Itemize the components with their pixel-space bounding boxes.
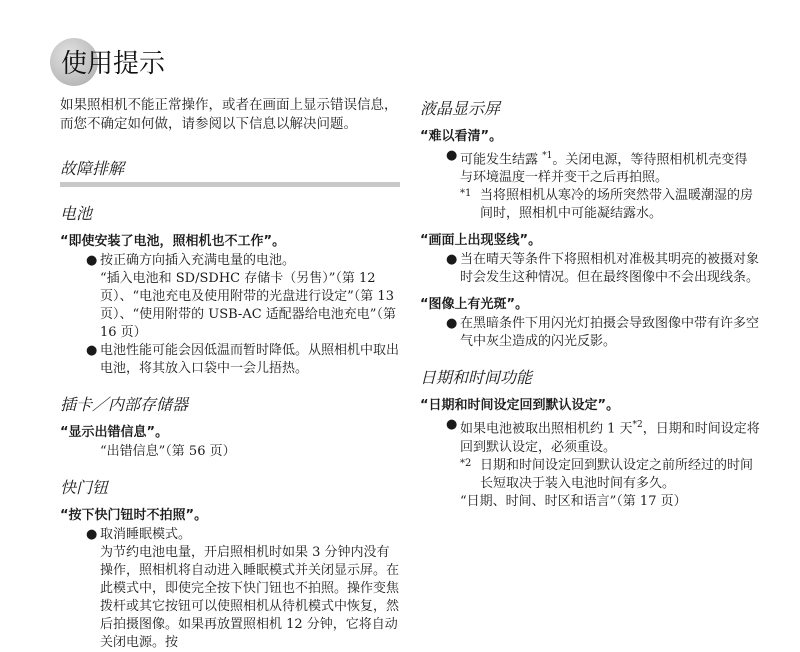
- datetime-bullet: [420, 416, 760, 456]
- shutter-bullet-1: [60, 526, 400, 544]
- battery-bullet-1: [60, 252, 400, 270]
- lcd-q3-bullet: [420, 315, 760, 351]
- lcd-q3-bullet-text: 在黑暗条件下用闪光灯拍摄会导致图像中带有许多空气中灰尘造成的闪光反影。: [460, 316, 760, 350]
- datetime-bullet-a: 如果电池被取出照相机约 1 天: [460, 421, 633, 437]
- topic-lcd-heading: 液晶显示屏: [420, 99, 501, 118]
- page-title-text: 使用提示: [61, 49, 166, 79]
- right-column: [420, 96, 760, 511]
- left-column: [60, 96, 400, 652]
- lcd-q2-bullet: [420, 251, 760, 287]
- section-title-troubleshooting: 故障排解: [60, 156, 400, 187]
- lcd-q1-bullet-b: 。关闭电源，等待照相机机壳变得与环境温度一样并变干之后再拍照。: [460, 152, 748, 186]
- intro-paragraph: 如果照相机不能正常操作，或者在画面上显示错误信息，而您不确定如何做，请参阅以下信息以解决问题。: [60, 97, 398, 132]
- topic-card-heading: 插卡／内部存储器: [60, 395, 189, 414]
- datetime-ref: “日期、时间、时区和语言”（第 17 页）: [460, 493, 687, 509]
- battery-bullet-2: [60, 342, 400, 378]
- bullet-dot: ●: [86, 253, 98, 268]
- lcd-q2-bullet-text: 当在晴天等条件下将照相机对准极其明亮的被摄对象时会发生这种情况。但在最终图像中不会出现线条。: [460, 252, 760, 286]
- bullet-dot: ●: [446, 252, 458, 268]
- bullet-dot: ●: [446, 148, 458, 163]
- bullet-dot: ●: [446, 316, 458, 332]
- shutter-bullet-1-text: 取消睡眠模式。: [100, 527, 192, 542]
- card-question: “显示出错信息”。: [60, 425, 169, 440]
- lcd-q1-footnote: [420, 187, 760, 223]
- battery-bullet-1-ref: “插入电池和 SD/SDHC 存储卡（另售）”（第 12 页）、“电池充电及使用附带的光盘进行设定”（第 13 页）、“使用附带的 USB-AC 适配器给电池充电”（第 16 页）: [100, 271, 396, 340]
- lcd-q1-footnote-text: 当将照相机从寒冷的场所突然带入温暖潮湿的房间时，照相机中可能凝结露水。: [480, 188, 754, 222]
- lcd-question-3: “图像上有光斑”。: [420, 297, 529, 313]
- battery-bullet-1-text: 按正确方向插入充满电量的电池。: [100, 253, 296, 268]
- lcd-q1-bullet: [420, 147, 760, 187]
- bullet-dot: ●: [86, 343, 98, 358]
- card-ref: “出错信息”（第 56 页）: [100, 444, 236, 459]
- battery-bullet-2-text: 电池性能可能会因低温而暂时降低。从照相机中取出电池，将其放入口袋中一会儿捂热。: [100, 343, 400, 376]
- datetime-question: “日期和时间设定回到默认设定”。: [420, 398, 620, 414]
- datetime-footnote: [420, 457, 760, 493]
- lcd-q1-footnote-mark: *1: [460, 188, 472, 200]
- topic-shutter-heading: 快门钮: [60, 478, 109, 497]
- datetime-footnote-text: 日期和时间设定回到默认设定之前所经过的时间长短取决于装入电池时间有多久。: [480, 457, 754, 491]
- bullet-dot: ●: [446, 417, 458, 433]
- bullet-dot: ●: [86, 527, 98, 542]
- datetime-footnote-mark: *2: [460, 457, 472, 469]
- battery-question: “即使安装了电池，照相机也不工作”。: [60, 234, 286, 249]
- datetime-bullet-b: ，日期和时间设定将回到默认设定，必须重设。: [460, 421, 760, 455]
- lcd-question-2: “画面上出现竖线”。: [420, 233, 542, 249]
- lcd-q1-footnote-ref: *1: [542, 151, 553, 161]
- datetime-footnote-ref: *2: [632, 420, 643, 431]
- shutter-detail: 为节约电池电量，开启照相机时如果 3 分钟内没有操作，照相机将自动进入睡眠模式并关闭显示屏。在此模式中，即使完全按下快门钮也不拍照。操作变焦拨杆或其它按钮可以使照相机从待机模式中恢复，然后拍摄图像。如果再放置照相机 12 分钟，它将自动关闭电源。按: [100, 545, 400, 650]
- topic-datetime-heading: 日期和时间功能: [420, 368, 533, 388]
- lcd-question-1: “难以看清”。: [420, 129, 503, 144]
- shutter-question: “按下快门钮时不拍照”。: [60, 508, 208, 523]
- lcd-q1-bullet-a: 可能发生结露: [460, 152, 543, 168]
- topic-battery-heading: 电池: [60, 204, 93, 223]
